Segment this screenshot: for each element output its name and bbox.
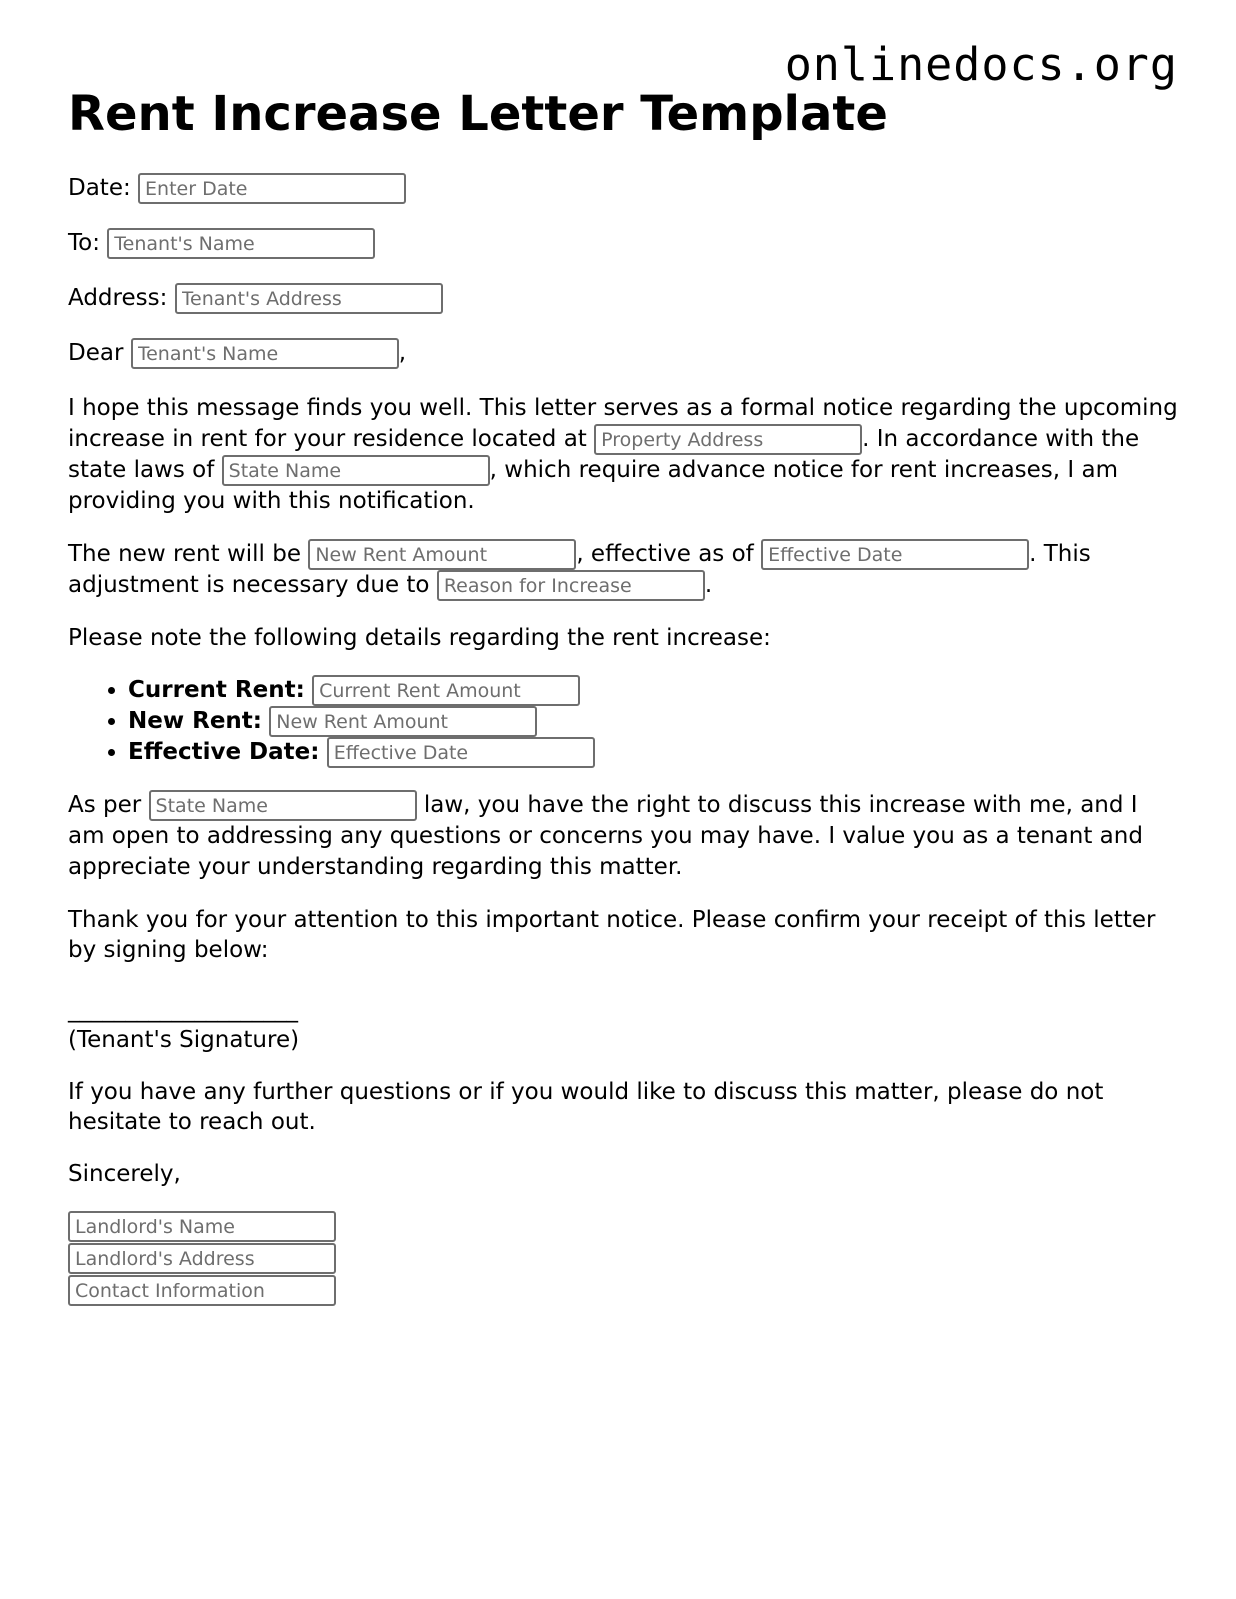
salutation-name-input[interactable] [131,338,399,369]
landlord-name-input[interactable] [68,1211,336,1242]
tenant-name-input[interactable] [107,228,375,259]
date-label: Date: [68,175,131,201]
new-rent-text-3: . This adjustment is necessary due to [68,541,1091,598]
list-item [128,706,1178,737]
salutation-line [68,337,1178,369]
effective-date-input[interactable] [761,539,1029,570]
property-address-input[interactable] [594,424,862,455]
tenant-address-input[interactable] [175,283,443,314]
confirm-paragraph: Thank you for your attention to this important notice. Please confirm your receipt of this letter by signing below: [68,907,1156,963]
details-intro: Please note the following details regarding the rent increase: [68,625,771,651]
intro-text-1: I hope this message finds you well. This letter serves as a formal notice regarding the upcoming increase in rent for your residence located at [68,395,1178,452]
page-title: Rent Increase Letter Template [68,86,888,142]
intro-text-2: . In accordance with the state laws of [68,426,1140,483]
intro-text-3: , which require advance notice for rent increases, I am providing you with this notification. [68,457,1119,514]
new-rent-paragraph [68,539,1178,601]
new-rent-text-4: . [704,572,713,598]
address-line [68,282,1178,314]
contact-information-input[interactable] [68,1275,336,1306]
signature-block [68,995,1178,1055]
signature-line: ____________________ [68,997,298,1023]
intro-paragraph [68,393,1178,517]
watermark-text: onlinedocs.org [784,38,1178,91]
further-paragraph: If you have any further questions or if you would like to discuss this matter, please do not hesitate to reach out. [68,1079,1104,1135]
list-item [128,675,1178,706]
landlord-address-input[interactable] [68,1243,336,1274]
details-list [68,675,1178,768]
signature-label: (Tenant's Signature) [68,1027,300,1053]
dear-label: Dear [68,340,124,366]
new-rent-text-2: , effective as of [576,541,754,567]
address-label: Address: [68,285,168,311]
detail-effective-date-input[interactable] [327,737,595,768]
detail-label: Effective Date: [128,739,320,765]
date-line [68,172,1178,204]
reason-input[interactable] [437,570,705,601]
detail-label: New Rent: [128,708,262,734]
rights-text-2: law, you have the right to discuss this increase with me, and I am open to addressing any questions or concerns you may have. I value you as a tenant and appreciate your understanding regarding this matter. [68,792,1143,880]
letter-page [68,84,1178,1306]
date-input[interactable] [138,173,406,204]
detail-label: Current Rent: [128,677,305,703]
rights-state-input[interactable] [149,790,417,821]
new-rent-amount-input[interactable] [308,539,576,570]
list-item [128,737,1178,768]
salutation-comma: , [398,340,407,366]
rights-text-1: As per [68,792,142,818]
new-rent-text-1: The new rent will be [68,541,301,567]
detail-new-rent-input[interactable] [269,706,537,737]
rights-paragraph [68,790,1178,883]
to-line [68,227,1178,259]
to-label: To: [68,230,100,256]
current-rent-input[interactable] [312,675,580,706]
landlord-block [68,1211,1178,1306]
state-name-input[interactable] [222,455,490,486]
closing-text: Sincerely, [68,1161,181,1187]
